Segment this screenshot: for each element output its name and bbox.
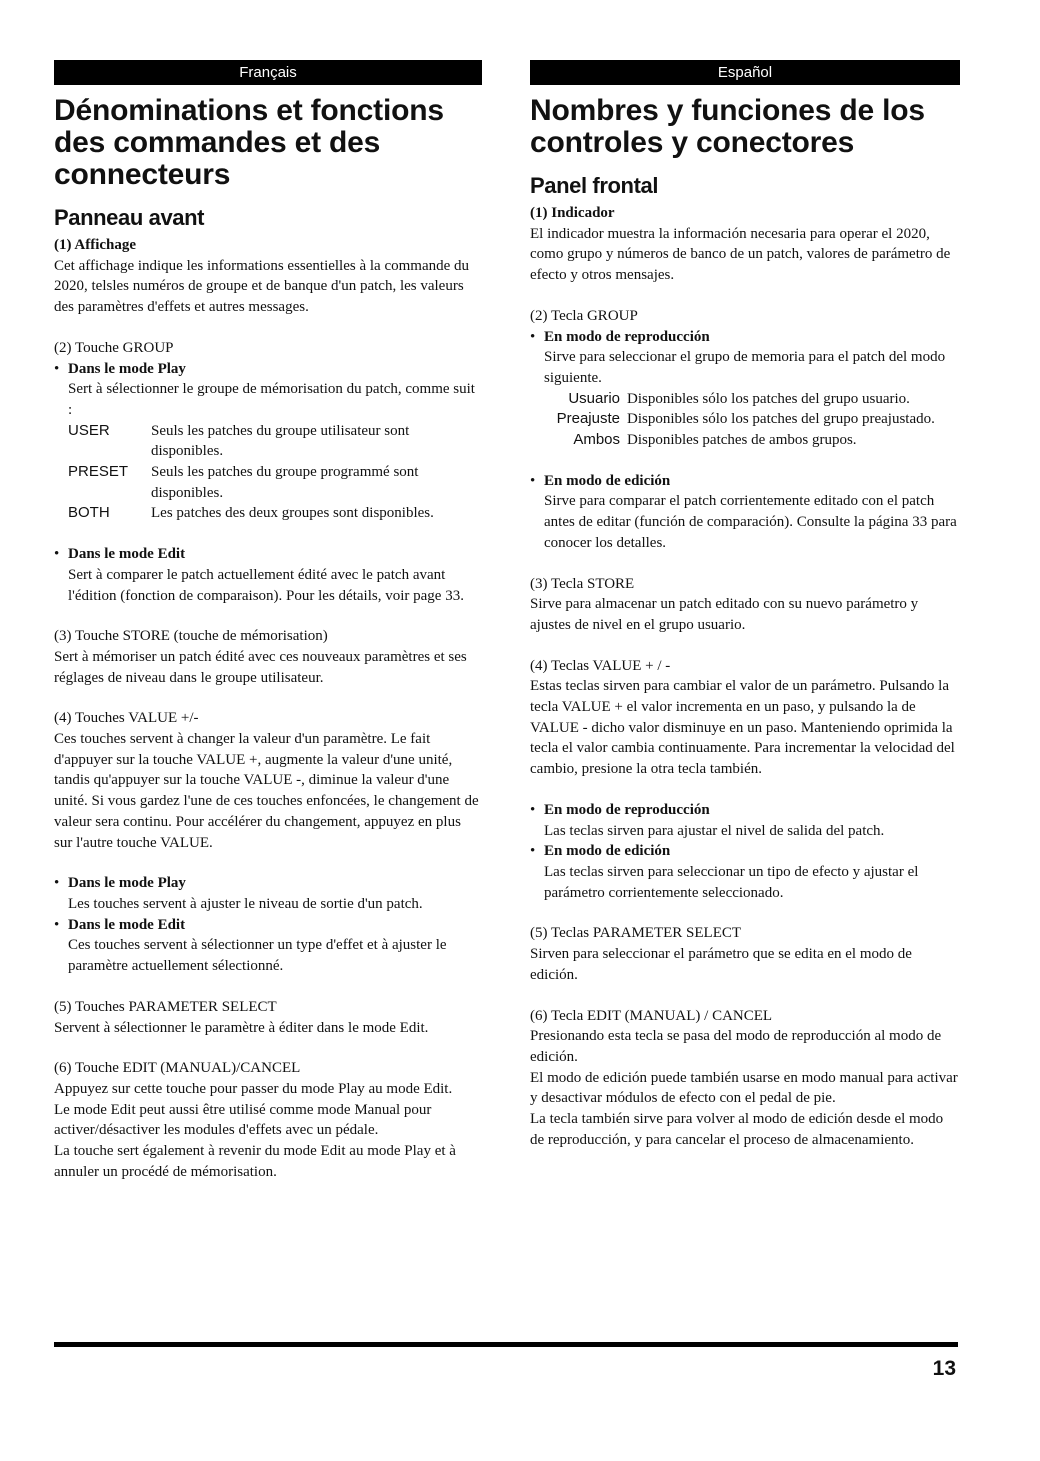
section-heading-french: Panneau avant: [54, 205, 205, 230]
option-key: Preajuste: [556, 410, 620, 428]
item-1-body: Cet affichage indique les informations essentielles à la commande du 2020, telsles numéros de groupe et de banque d'un patch, les valeurs des paramètres d'effets et autres messages.: [54, 257, 470, 316]
item-5-body: Servent à sélectionner le paramètre à éditer dans le mode Edit.: [54, 1019, 429, 1036]
item-2-title: (2) Touche GROUP: [54, 339, 174, 356]
item-4-edit-body: Las teclas sirven para seleccionar un tipo de efecto y ajustar el parámetro corrientemente seleccionado.: [544, 863, 919, 901]
spanish-column: [530, 60, 960, 1150]
item-4-edit-label: • Dans le mode Edit: [54, 915, 482, 936]
option-desc: Disponibles patches de ambos grupos.: [627, 432, 857, 449]
option-key: PRESET: [68, 463, 129, 481]
item-4-edit-body: Ces touches servent à sélectionner un type d'effet et à ajuster le paramètre actuellement sélectionné.: [68, 937, 447, 975]
option-key: BOTH: [68, 504, 110, 522]
item-3-body: Sirve para almacenar un patch editado con su nuevo parámetro y ajustes de nivel en el grupo usuario.: [530, 596, 919, 633]
item-1-body: El indicador muestra la información necesaria para operar el 2020, como grupo y números de banco de un patch, valores de parámetro de efecto y otros mensajes.: [530, 225, 951, 284]
item-5-title: (5) Teclas PARAMETER SELECT: [530, 925, 742, 942]
page-title-spanish: Nombres y funciones de los controles y conectores: [530, 94, 925, 159]
item-2-play-label: • En modo de reproducción: [530, 327, 960, 348]
option-desc: Seuls les patches du groupe utilisateur sont disponibles.: [151, 422, 410, 460]
item-4-play-body: Les touches servent à ajuster le niveau de sortie d'un patch.: [68, 895, 423, 912]
item-2-title: (2) Tecla GROUP: [530, 307, 638, 324]
item-6-body-3: La touche sert également à revenir du mode Edit au mode Play et à annuler un procédé de mémorisation.: [54, 1143, 456, 1180]
language-bar-spanish: Español: [530, 60, 960, 85]
item-3-title: (3) Touche STORE (touche de mémorisation): [54, 628, 328, 645]
item-2-play-label: • Dans le mode Play: [54, 359, 482, 380]
section-heading-spanish: Panel frontal: [530, 173, 659, 198]
option-key: Usuario: [568, 389, 620, 407]
item-3-body: Sert à mémoriser un patch édité avec ces nouveaux paramètres et ses réglages de niveau dans le groupe utilisateur.: [54, 648, 467, 686]
group-options-spanish: [544, 389, 960, 451]
item-4-body: Ces touches servent à changer la valeur d'un paramètre. Le fait d'appuyer sur la touche VALUE +, augmente la valeur d'une unité, tandis qu'appuyer sur la touche VALUE -, diminue la valeur d'une unité. Si vous gardez l'une de ces touches enfoncées, le changement de valeur sera continu. Pour accélérer du changement, appuyez en plus sur l'autre touche VALUE.: [54, 731, 479, 851]
item-4-edit-label: • En modo de edición: [530, 841, 960, 862]
option-desc: Disponibles sólo los patches del grupo usuario.: [627, 390, 910, 407]
item-1-title: (1) Affichage: [54, 237, 137, 253]
option-key: USER: [68, 421, 110, 439]
item-4-play-body: Las teclas sirven para ajustar el nivel de salida del patch.: [544, 822, 885, 839]
item-6-body-2: Le mode Edit peut aussi être utilisé comme mode Manual pour activer/désactiver les modules d'effets avec un pédale.: [54, 1101, 432, 1139]
item-4-title: (4) Teclas VALUE + / -: [530, 657, 671, 674]
item-6-title: (6) Touche EDIT (MANUAL)/CANCEL: [54, 1060, 301, 1077]
item-4-play-label: • Dans le mode Play: [54, 873, 482, 894]
item-5-title: (5) Touches PARAMETER SELECT: [54, 998, 277, 1015]
item-2-edit-label: • Dans le mode Edit: [54, 544, 482, 565]
french-column: [54, 60, 482, 1182]
item-2-play-body: Sirve para seleccionar el grupo de memoria para el patch del modo siguiente.: [544, 349, 946, 386]
item-6-body-3: La tecla también sirve para volver al modo de edición desde el modo de reproducción, y para cancelar el proceso de almacenamiento.: [530, 1111, 944, 1148]
page-title-french: Dénominations et fonctions des commandes et des connecteurs: [54, 94, 444, 191]
item-6-title: (6) Tecla EDIT (MANUAL) / CANCEL: [530, 1007, 773, 1024]
item-2-play-body: Sert à sélectionner le groupe de mémorisation du patch, comme suit :: [68, 381, 475, 418]
item-2-edit-body: Sert à comparer le patch actuellement édité avec le patch avant l'édition (fonction de comparaison). Pour les détails, voir page 33.: [68, 566, 464, 604]
item-3-title: (3) Tecla STORE: [530, 575, 635, 592]
item-2-edit-body: Sirve para comparar el patch corrientemente editado con el patch antes de editar (función de comparación). Consulte la página 33 para conocer los detalles.: [544, 493, 957, 551]
item-4-play-label: • En modo de reproducción: [530, 800, 960, 821]
language-bar-french: Français: [54, 60, 482, 85]
option-desc: Les patches des deux groupes sont disponibles.: [151, 505, 434, 522]
item-1-title: (1) Indicador: [530, 205, 615, 221]
item-4-title: (4) Touches VALUE +/-: [54, 710, 199, 727]
option-desc: Disponibles sólo los patches del grupo preajustado.: [627, 411, 935, 428]
page-number: 13: [932, 1357, 956, 1380]
item-6-body-2: El modo de edición puede también usarse en modo manual para activar y desactivar módulos de efecto con el pedal de pie.: [530, 1069, 958, 1107]
option-desc: Seuls les patches du groupe programmé sont disponibles.: [151, 464, 419, 501]
item-4-body: Estas teclas sirven para cambiar el valor de un parámetro. Pulsando la tecla VALUE + el valor incrementa en un paso, y pulsando la de VALUE - dicho valor disminuye en un paso. Manteniendo oprimida la tecla el valor cambia continuamente. Para incrementar la velocidad del cambio, presione la otra tecla también.: [530, 678, 955, 778]
item-6-body-1: Presionando esta tecla se pasa del modo de reproducción al modo de edición.: [530, 1028, 942, 1065]
footer-rule: [54, 1342, 958, 1347]
group-options-french: [68, 421, 482, 525]
item-5-body: Sirven para seleccionar el parámetro que se edita en el modo de edición.: [530, 946, 912, 983]
item-6-body-1: Appuyez sur cette touche pour passer du mode Play au mode Edit.: [54, 1080, 453, 1097]
option-key: Ambos: [573, 431, 620, 449]
item-2-edit-label: • En modo de edición: [530, 471, 960, 492]
